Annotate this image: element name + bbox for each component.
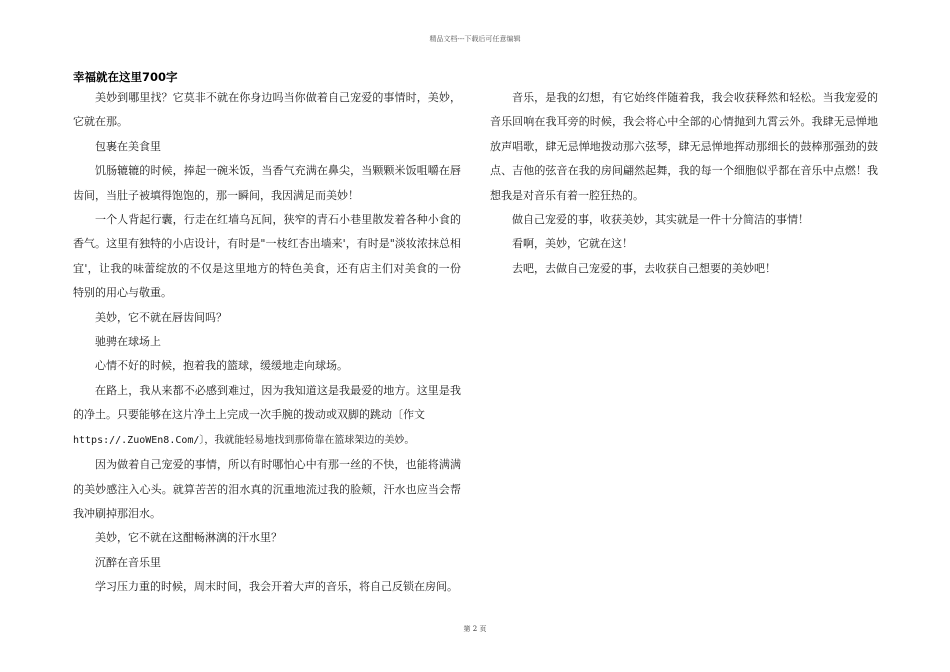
paragraph-url-line: [73, 428, 461, 453]
section-heading: 沉醉在音乐里: [95, 555, 161, 569]
paragraph: 心情不好的时候，抱着我的篮球，缓缓地走向球场。: [95, 359, 348, 373]
paragraph: 美妙到哪里找？它莫非不就在你身边吗当你做着自己宠爱的事情时，美妙，它就在那。: [73, 91, 461, 129]
left-column: [73, 86, 461, 600]
paragraph: 因为做着自己宠爱的事情，所以有时哪怕心中有那一丝的不快，也能将满满的美妙感注入心头。就算苦苦的泪水真的沉重地流过我的脸颊，汗水也应当会帮我冲刷掉那泪水。: [73, 458, 461, 520]
paragraph: 去吧，去做自己宠爱的事，去收获自己想要的美妙吧！: [512, 261, 776, 275]
right-column: [490, 86, 878, 281]
paragraph: 美妙，它不就在唇齿间吗？: [95, 310, 227, 324]
url-text: https://.ZuoWEn8.Com/〕，我就能轻易地找到那倚靠在篮球架边的美妙。: [73, 434, 415, 446]
paragraph: 学习压力重的时候，周末时间，我会开着大声的音乐，将自己反锁在房间。: [95, 580, 458, 594]
section-heading: 包裹在美食里: [95, 139, 161, 153]
section-heading: 驰骋在球场上: [95, 335, 161, 349]
paragraph: 在路上，我从来都不必感到难过，因为我知道这是我最爱的地方。这里是我的净土。只要能够在这片净土上完成一次手腕的拨动或双脚的跳动〔作文: [73, 383, 461, 422]
paragraph: 音乐，是我的幻想，有它始终伴随着我，我会收获释然和轻松。当我宠爱的音乐回响在我耳旁的时候，我会将心中全部的心情抛到九霄云外。我肆无忌惮地放声唱歌，肆无忌惮地拨动那六弦琴，肆无忌惮地挥动那细长的鼓棒那强劲的鼓点、吉他的弦音在我的房间翩然起舞，我的每一个细胞似乎都在音乐中点燃！我想我是对音乐有着一腔狂热的。: [490, 91, 878, 202]
paragraph: 看啊，美妙，它就在这！: [512, 237, 633, 251]
article-title: 幸福就在这里700字: [73, 70, 178, 84]
page-number: 第 2 页: [463, 625, 487, 633]
paragraph: 做自己宠爱的事，收获美妙，其实就是一件十分简洁的事情！: [512, 213, 809, 227]
paragraph: 一个人背起行囊，行走在红墙乌瓦间，狭窄的青石小巷里散发着各种小食的香气。这里有独特的小店设计，有时是"一枝红杏出墙来'，有时是"淡妆浓抹总相宜'，让我的味蕾绽放的不仅是这里地方的特色美食，还有店主们对美食的一份特别的用心与敬重。: [73, 213, 461, 300]
page-header: 精品文档---下载后可任意编辑: [429, 35, 521, 43]
paragraph: 饥肠辘辘的时候，捧起一碗米饭，当香气充满在鼻尖，当颗颗米饭咀嚼在唇齿间，当肚子被填得饱饱的，那一瞬间，我因满足而美妙！: [73, 164, 461, 202]
paragraph: 美妙，它不就在这酣畅淋漓的汗水里？: [95, 531, 282, 545]
